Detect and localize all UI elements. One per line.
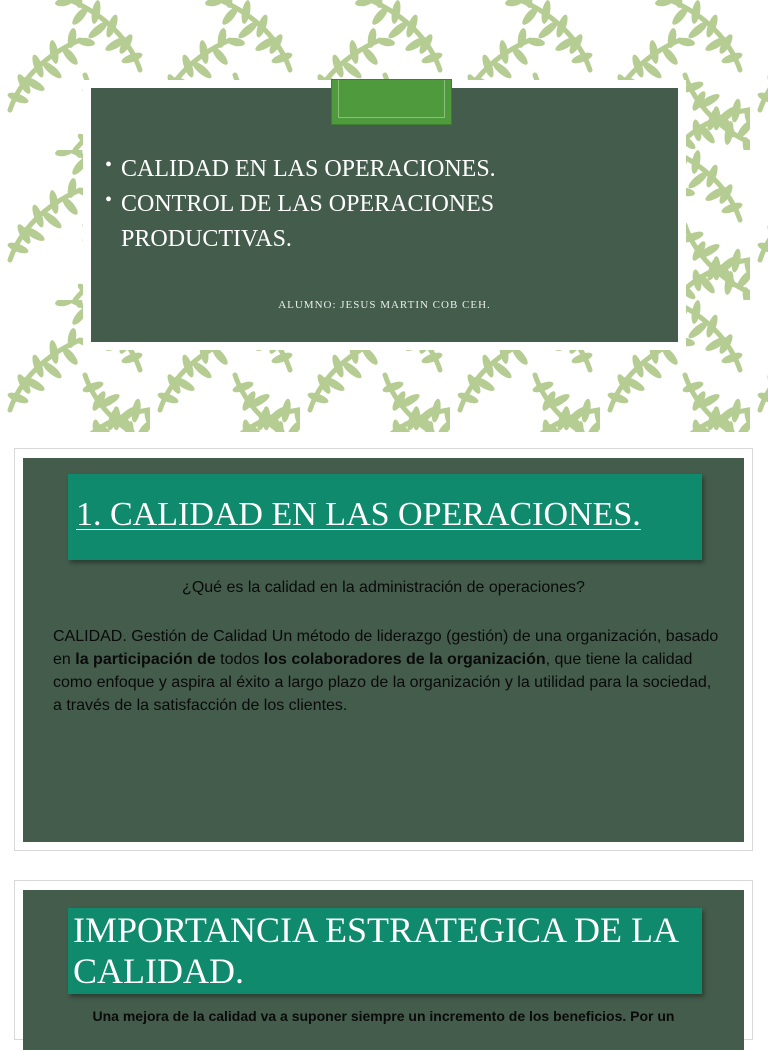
topic-list xyxy=(105,152,665,257)
topic-item: • CALIDAD EN LAS OPERACIONES. xyxy=(105,152,665,187)
body-paragraph: Una mejora de la calidad va a suponer siempre un incremento de los beneficios. Por un xyxy=(92,1008,675,1024)
title-card xyxy=(83,80,686,350)
paragraph-text: todos xyxy=(215,651,264,668)
importancia-slide xyxy=(14,880,753,1040)
author-line: ALUMNO: JESUS MARTIN COB CEH. xyxy=(278,299,491,311)
title-slide xyxy=(0,0,768,432)
decorative-tab xyxy=(331,79,452,125)
title-card-panel xyxy=(91,88,678,342)
slide-title-box xyxy=(68,908,702,994)
topic-item: • CONTROL DE LAS OPERACIONES PRODUCTIVAS. xyxy=(105,187,665,257)
slide-title-box xyxy=(68,474,702,560)
slide-panel xyxy=(23,458,744,842)
paragraph-bold: la participación de xyxy=(75,651,216,668)
slide-title: IMPORTANCIA ESTRATEGICA DE LA CALIDAD. xyxy=(73,910,677,991)
slide-title: 1. CALIDAD EN LAS OPERACIONES. xyxy=(76,496,641,533)
paragraph-bold: los colaboradores de la organización xyxy=(263,651,546,668)
calidad-slide xyxy=(14,448,753,851)
paragraph-text: , que tiene la calidad como enfoque y aspira al éxito a largo plazo de la organización y la utilidad para la sociedad, a través de la satisfacción de los clientes. xyxy=(53,651,712,714)
slide-panel xyxy=(23,890,744,1050)
paragraph-text: CALIDAD. Gestión de Calidad Un método de liderazgo (gestión) de una organización, basado en xyxy=(53,628,719,668)
definition-paragraph xyxy=(53,625,723,717)
question-text: ¿Qué es la calidad en la administración de operaciones? xyxy=(182,579,585,596)
